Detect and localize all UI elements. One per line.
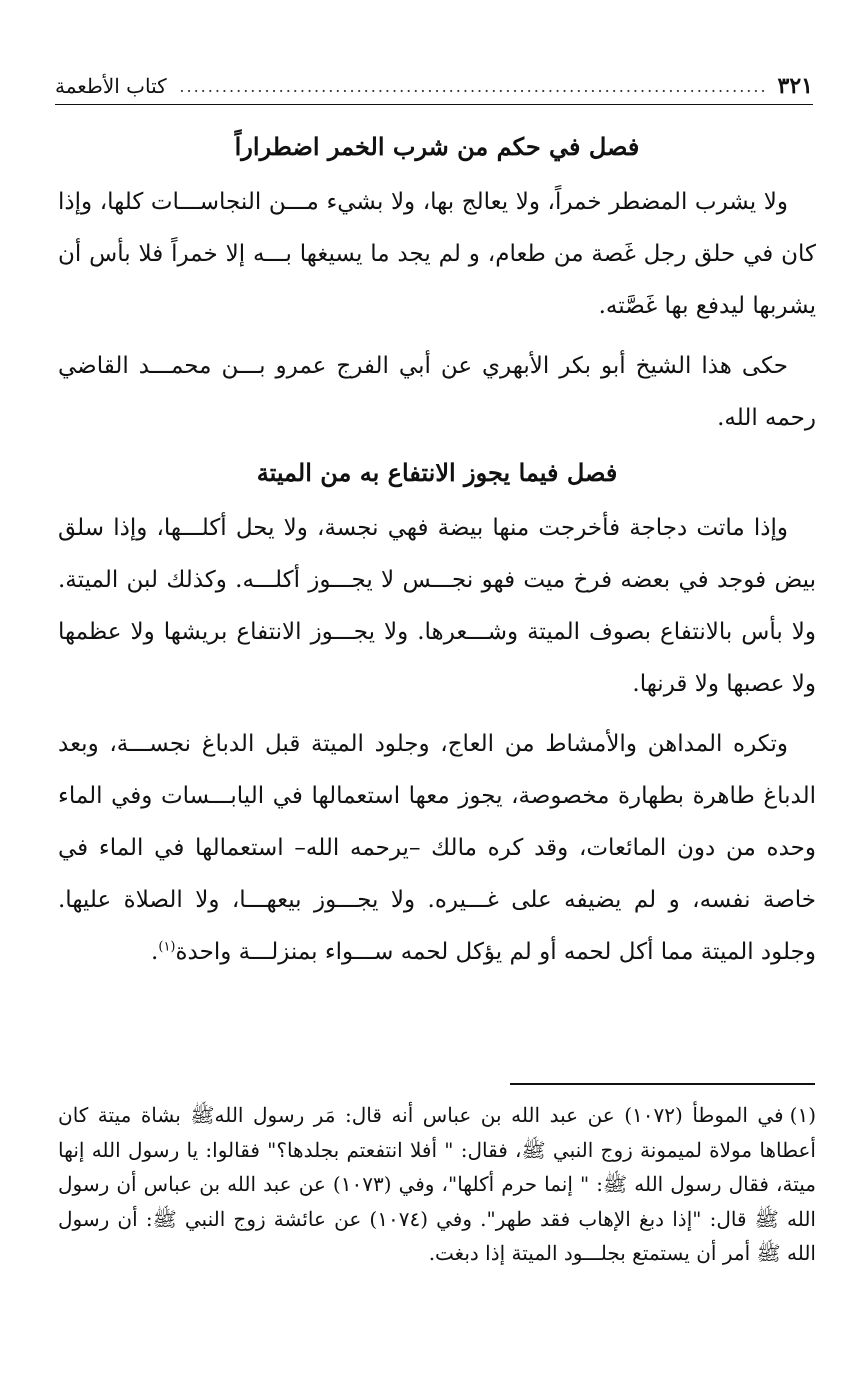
footnote-reference[interactable]: (١): [158, 939, 176, 955]
footnote-separator: [510, 1083, 815, 1085]
paragraph: حكى هذا الشيخ أبو بكر الأبهري عن أبي الفرج عمرو بـــن محمـــد القاضي رحمه الله.: [58, 353, 816, 431]
page-number: ٣٢١: [777, 73, 813, 99]
running-header: [55, 68, 813, 105]
paragraph: ولا يشرب المضطر خمراً، ولا يعالج بها، ولا بشيء مـــن النجاســـات كلها، وإذا كان في حلق رجل غَصة من طعام، و لم يجد ما يسيغها بـــه إلا خمراً فلا بأس أن يشربها ليدفع بها غَصَّته.: [58, 189, 816, 319]
paragraph-end-period: .: [151, 939, 159, 965]
book-title: كتاب الأطعمة: [55, 74, 167, 98]
paragraph: وإذا ماتت دجاجة فأخرجت منها بيضة فهي نجسة، ولا يحل أكلـــها، وإذا سلق بيض فوجد في بعضه فرخ ميت فهو نجـــس لا يجـــوز أكلـــه. وكذلك لبن الميتة. ولا بأس بالانتفاع بصوف الميتة وشـــعرها. ولا يجـــوز الانتفاع بريشها ولا عظمها ولا عصبها ولا قرنها.: [58, 515, 816, 697]
section-heading-carrion: فصل فيما يجوز الانتفاع به من الميتة: [256, 458, 618, 487]
main-text: [58, 118, 816, 978]
paragraph: [58, 718, 816, 978]
footnote-text: في الموطأ (١٠٧٢) عن عبد الله بن عباس أنه قال: مَر رسول اللهﷺ بشاة ميتة كان أعطاها مولاة لميمونة زوج النبي ﷺ، فقال: " أفلا انتفعتم بجلدها؟" فقالوا: يا رسول الله إنها ميتة، فقال رسول الله ﷺ: " إنما حرم أكلها"، وفي (١٠٧٣) عن عبد الله بن عباس أن رسول الله ﷺ قال: "إذا دبغ الإهاب فقد طهر". وفي (١٠٧٤) عن عائشة زوج النبي ﷺ: أن رسول الله ﷺ أمر أن يستمتع بجلـــود الميتة إذا دبغت.: [58, 1103, 816, 1265]
footnote-number: (١): [789, 1103, 816, 1127]
paragraph-text: وتكره المداهن والأمشاط من العاج، وجلود الميتة قبل الدباغ نجســـة، وبعد الدباغ طاهرة بطهارة مخصوصة، يجوز معها استعمالها في اليابـــسات وفي الماء وحده من دون المائعات، وقد كره مالك –يرحمه الله– استعمالها في الماء في خاصة نفسه، و لم يضيفه على غـــيره. ولا يجـــوز بيعهـــا، ولا الصلاة عليها. وجلود الميتة مما أكل لحمه أو لم يؤكل لحمه ســـواء بمنزلـــة واحدة: [58, 731, 816, 965]
header-leader-dots: [177, 77, 768, 96]
section-heading-wine: فصل في حكم من شرب الخمر اضطراراً: [234, 132, 640, 161]
footnotes: [58, 1098, 816, 1271]
